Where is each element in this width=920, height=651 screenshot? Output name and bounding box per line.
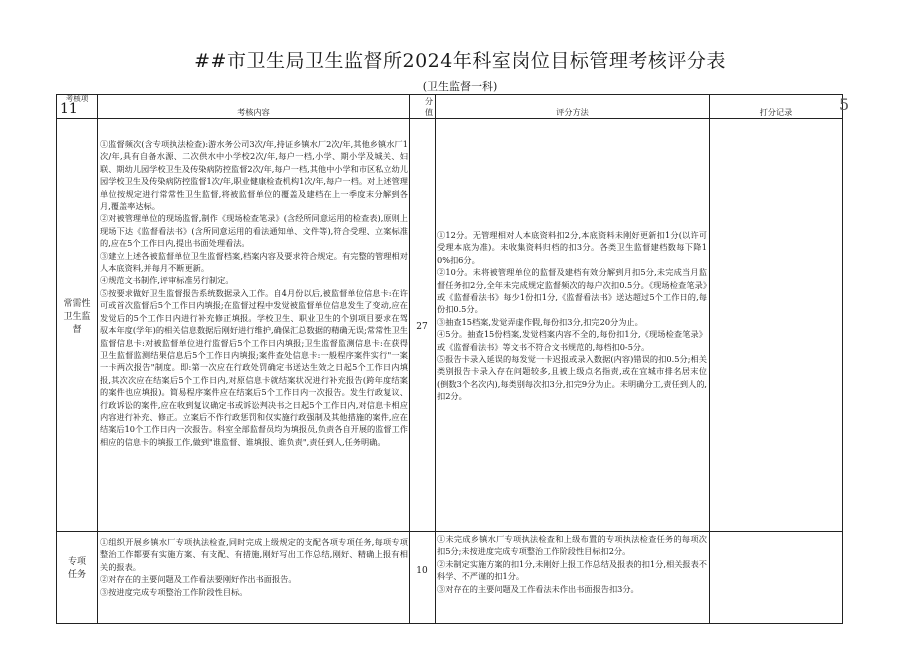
row2-content-1: ①组织开展乡镇水厂专项执法检查,同时完成上级规定的支配各项专项任务,每项专项整治工作都要有实施方案、有支配、有措施,刚好写出工作总结,刚好、精确上报有相关的报表。	[100, 537, 408, 572]
row1-item: 常需性卫生监督	[63, 299, 91, 335]
header-method: 评分方法	[556, 107, 589, 117]
row2-method	[437, 533, 707, 595]
row1-content	[100, 138, 408, 448]
header-score: 分值	[424, 96, 434, 117]
col-content-divider	[409, 94, 410, 623]
header-bottom-border	[56, 118, 843, 119]
row1-content-1: ①监督频次(含专项执法检查):游水务公司3次/年,持证乡镇水厂2次/年,其他乡镇水厂1次/年,具有自备水源、二次供水中小学校2次/年,每户一档,小学、期小学及城关、妇联、期幼儿园学校卫生及传染病防控监督2次/年,每户一档,其他中小学和市区私立幼儿园学校卫生及传染病防控监督1次/年,职业健康检查机构1次/年,每户一档。对上述管理单位按规定进行常常性卫生监督,将被监督单位的覆盖及建档在上一季度末分解到各月,覆盖率达标。	[100, 139, 408, 212]
row2-score: 10	[416, 566, 428, 576]
page-title: ##市卫生局卫生监督所2024年科室岗位目标管理考核评分表	[194, 50, 726, 72]
row2-item: 专项任务	[67, 557, 86, 580]
row2-content-2: ②对存在的主要问题及工作看法要刚好作出书面报告。	[100, 574, 297, 585]
header-item	[57, 94, 97, 115]
scoring-table	[56, 94, 850, 651]
row1-content-4: ④规范文书制作,评审标准另行制定。	[100, 275, 234, 286]
row1-method	[437, 229, 707, 403]
row1-score: 27	[416, 322, 428, 332]
page-subtitle: (卫生监督一科)	[422, 80, 498, 93]
row1-method-1: ①12分。无管理相对人本底资料扣2分,本底资料未刚好更新扣1分(以许可受理本底为准)。未收集资料归档的扣3分。各类卫生监督建档数每下降10%扣6分。	[437, 230, 707, 265]
col-method-divider	[709, 94, 710, 623]
row1-bottom-border	[56, 531, 843, 532]
row1-method-2: ②10分。未将被管理单位的监督及建档有效分解到月扣5分,未完成当月监督任务扣2分,全年未完成规定监督频次的每户次扣0.5分。《现场检查笔录》或《监督看法书》每少1份扣1分,《监督看法书》送达超过5个工作日的,每份扣0.5分。	[437, 267, 707, 315]
row2-method-3: ③对存在的主要问题及工作看法未作出书面报告扣3分。	[437, 583, 639, 594]
header-content: 考核内容	[237, 107, 270, 117]
row1-method-3: ③抽查15档案,发觉弄虚作假,每份扣3分,扣完20分为止。	[437, 316, 643, 327]
header-record: 打分记录	[759, 107, 793, 117]
header-item-mark: 11	[60, 101, 78, 117]
row2-content-3: ③按进度完成专项整治工作阶段性目标。	[100, 586, 248, 597]
col-score-divider	[435, 94, 436, 623]
row2-method-1: ①未完成乡镇水厂专项执法检查和上级布置的专项执法检查任务的每项次扣5分;未按进度完成专项整治工作阶段性目标扣2分。	[437, 534, 707, 557]
row2-content	[100, 536, 408, 598]
table-right-border	[842, 94, 843, 623]
row1-content-2: ②对被管理单位的现场监督,制作《现场检查笔录》(含经所同意运用的检查表),原则上现场下达《监督看法书》(含所同意运用的看法通知单、文件等),符合受理、立案标准的,应在5个工作日内,提出书面处理看法。	[100, 213, 408, 249]
row1-method-4: ④5分。抽查15份档案,发觉档案内容不全的,每份扣1分,《现场检查笔录》或《监督看法书》等文书不符合文书规范的,每档扣0-5分。	[437, 329, 707, 352]
table-top-border	[56, 94, 843, 95]
row2-method-2: ②未制定实施方案的扣1分,未刚好上报工作总结及报表的扣1分,相关报表不科学、不严谨的扣1分。	[437, 558, 707, 582]
table-left-border	[56, 94, 57, 623]
header-record-mark: 5	[839, 95, 850, 114]
row2-bottom-border	[56, 623, 843, 624]
col-item-divider	[97, 94, 98, 623]
row1-content-3: ③建立上述各被监督单位卫生监督档案,档案内容及要求符合规定。有完整的管理相对人本底资料,并每月不断更新。	[100, 250, 408, 274]
row1-method-5: ⑤报告卡录入延误的每发觉一卡迟报或录入数据(内容)错误的扣0.5分;相关类别报告卡录入存在问题较多,且被上级点名指责,或在宜城市排名居末位(倒数3个名次内),每类别每次扣3分,扣完9分为止。未明确分工,责任到人的,扣2分。	[437, 354, 707, 402]
row1-content-5: ⑤按要求做好卫生监督报告系统数据录入工作。自4月份以后,被监督单位信息卡:在许可或首次监督后5个工作日内填报;在监督过程中发觉被监督单位信息发生了变动,应在发觉后的5个工作日内进行补充修正填报。学校卫生、职业卫生的个别项目要求在驾驭本年度(学年)的相关信息数据后刚好进行维护,确保汇总数据的精确无误;常常性卫生监督信息卡:对被监督单位进行监督后5个工作日内填报;卫生监督监测信息卡:在获得卫生监督监测结果信息后5个工作日内填报;案件查处信息卡:一般程序案件实行"一案一卡两次报告"制度。即:第一次应在行政处罚确定书送达生效之日起5个工作日内填报,其次次应在结案后5个工作日内,对原信息卡就结案状况进行补充报告(跨年度结案的案件也应填报)。简易程序案件应在结案后5个工作日内一次报告。发生行政复议、行政诉讼的案件,应在收到复议确定书或诉讼判决书之日起5个工作日内,对信息卡相应内容进行补充、修正。立案后不作行政惩罚和仅实施行政强制及其他措施的案件,应在结案后10个工作日内一次报告。科室全部监督员均为填报员,负责各自开展的监督工作相应的信息卡的填报工作,做到"谁监督、谁填报、谁负责",责任到人,任务明确。	[100, 287, 408, 447]
header-item-label: 考核项	[65, 94, 89, 103]
